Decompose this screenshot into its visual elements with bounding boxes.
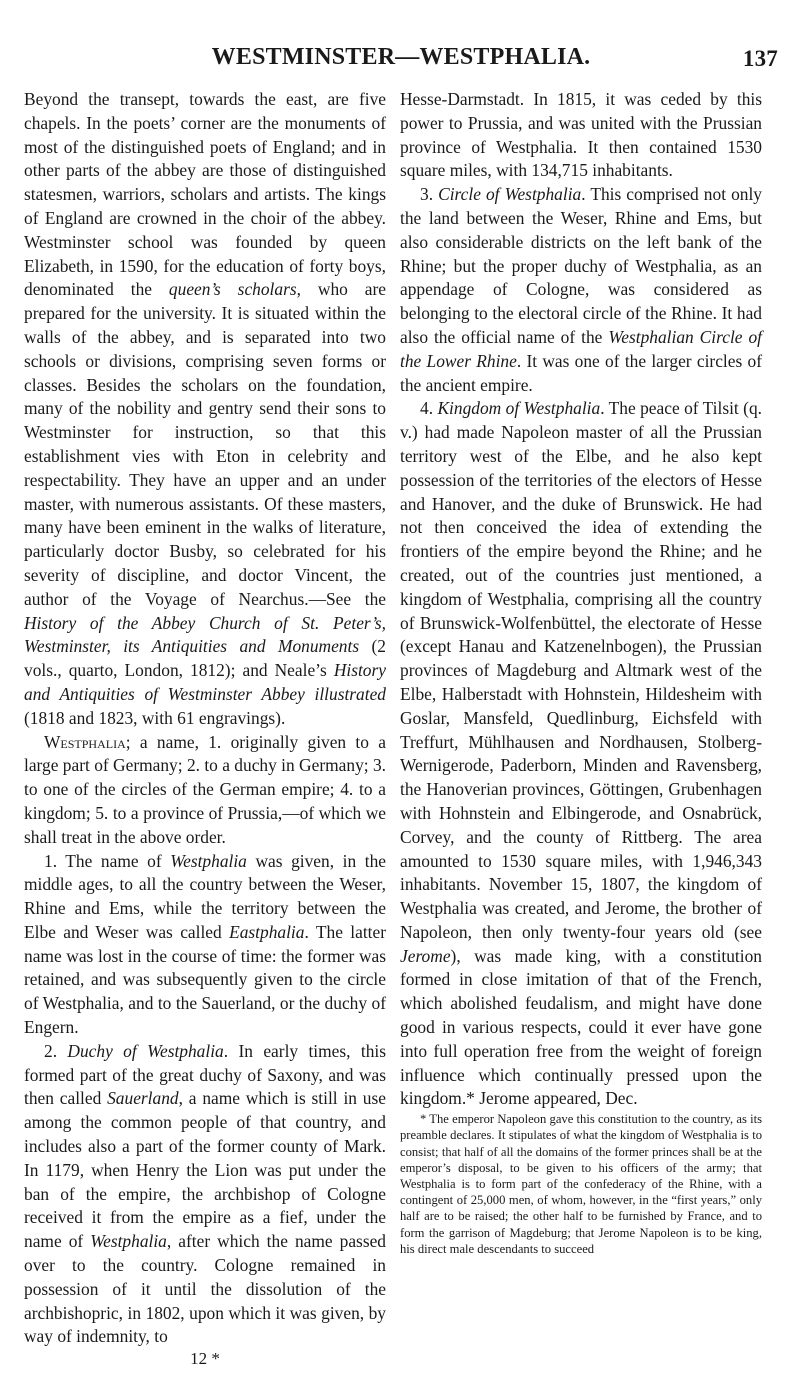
page-number: 137 [742,46,778,71]
entry-headword: Westphalia [44,731,126,752]
paragraph-kingdom: 4. Kingdom of Westphalia. The peace of Tilsit (q. v.) had made Napoleon master of all the Prussian territory west of the Elbe, and he also kept possession of the territories of the electors of Hesse and Hanover, and the duke of Brunswick. He had not then conceived the idea of extending the frontiers of the empire beyond the Rhine; and he created, out of the countries just mentioned, a kingdom of Westphalia, comprising all the country of Brunswick-Wolfenbüttel, the electorate of Hesse (except Hanau and Katzenelnbogen), the Prussian provinces of Magdeburg and Altmark west of the Elbe, Halberstadt with Hohnstein, Hildesheim with Goslar, Mansfeld, Quedlinburg, Eichsfeld with Treffurt, Mühlhausen and Nordhausen, Stolberg-Wernigerode, Paderborn, Minden and Ravensberg, the Hanoverian provinces, Göttingen, Grubenhagen with Hohnstein and Elbingerode, and Osnabrück, Corvey, and the county of Rittberg. The area amounted to 1530 square miles, with 1,946,343 inhabitants. November 15, 1807, the kingdom of Westphalia was created, and Jerome, the brother of Napoleon, then only twenty-four years old (see Jerome), was made king, with a constitution formed in close imitation of that of the French, which abolished feudalism, and might have done good in various respects, could it ever have gone into full operation free from the weight of foreign influence which continually pressed upon the kingdom.* Jerome appeared, Dec. [400,398,762,1109]
paragraph-hesse-darmstadt: Hesse-Darmstadt. In 1815, it was ceded by this power to Prussia, and was united with the Prussian province of Westphalia. It then contained 1530 square miles, with 134,715 inhabitants. [400,89,762,181]
entry-westphalia: Westphalia; a name, 1. originally given to a large part of Germany; 2. to a duchy in Germany; 3. to one of the circles of the German empire; 4. to a kingdom; 5. to a province of Prussia,—of which we shall treat in the above order. [24,731,386,847]
header-title: WESTMINSTER—WESTPHALIA. [211,44,591,70]
paragraph-duchy: 2. Duchy of Westphalia. In early times, this formed part of the great duchy of Saxony, and was then called Sauerland, a name which is still in use among the common people of that country, and includes also a part of the former county of Mark. In 1179, when Henry the Lion was put under the ban of the empire, the archbishop of Cologne received it from the empire as a fief, under the name of Westphalia, after which the name passed over to the country. Cologne remained in possession of it until the dissolution of the archbishopric, in 1802, upon which it was given, by way of indemnity, to [24,1040,386,1347]
footnote: * The emperor Napoleon gave this constitution to the country, as its preamble declares. It stipulates of what the kingdom of Westphalia is to consist; that half of all the domains of the former princes shall be at the emperor’s disposal, to be given to his officers of the army; that Westphalia is to form part of the confederacy of the Rhine, with a contingent of 25,000 men, of whom, however, in the “first years,” only half are to be raised; the other half to be furnished by France, and to form the garrison of Magdeburg; that Jerome Napoleon is to be king, his direct male descendants to succeed [400,1112,762,1256]
paragraph-westminster-school: Beyond the transept, towards the east, are five chapels. In the poets’ corner are the monuments of most of the distinguished poets of England; and in other parts of the abbey are those of distinguished statesmen, warriors, scholars and artists. The kings of England are crowned in the choir of the abbey. Westminster school was founded by queen Elizabeth, in 1590, for the education of forty boys, denominated the queen’s scholars, who are prepared for the university. It is situated within the walls of the abbey, and is separated into two schools or divisions, comprising seven forms or classes. Besides the scholars on the foundation, many of the nobility and gentry send their sons to Westminster for instruction, so that this establishment vies with Eton in celebrity and respectability. They have an upper and an under master, with numerous assistants. Of these masters, many have been eminent in the walks of literature, particularly doctor Busby, so celebrated for his severity of discipline, and doctor Vincent, the author of the Voyage of Nearchus.—See the History of the Abbey Church of St. Peter’s, Westminster, its Antiquities and Monuments (2 vols., quarto, London, 1812); and Neale’s History and Antiquities of Westminster Abbey illustrated (1818 and 1823, with 61 engravings). [24,89,386,728]
signature-mark: 12 * [190,1349,220,1369]
right-column [400,88,762,1257]
paragraph-circle: 3. Circle of Westphalia. This comprised not only the land between the Weser, Rhine and Ems, but also considerable districts on the left bank of the Rhine; but the proper duchy of Westphalia, as an appendage of Cologne, was considered as belonging to the electoral circle of the Rhine. It had also the official name of the Westphalian Circle of the Lower Rhine. It was one of the larger circles of the ancient empire. [400,184,762,395]
left-column [24,88,386,1371]
paragraph-name-westphalia: 1. The name of Westphalia was given, in the middle ages, to all the country between the Weser, Rhine and Ems, while the territory between the Elbe and Weser was called Eastphalia. The latter name was lost in the course of time: the former was retained, and was subsequently given to the circle of Westphalia, and to the Sauerland, or the duchy of Engern. [24,850,386,1038]
running-header [24,44,778,71]
